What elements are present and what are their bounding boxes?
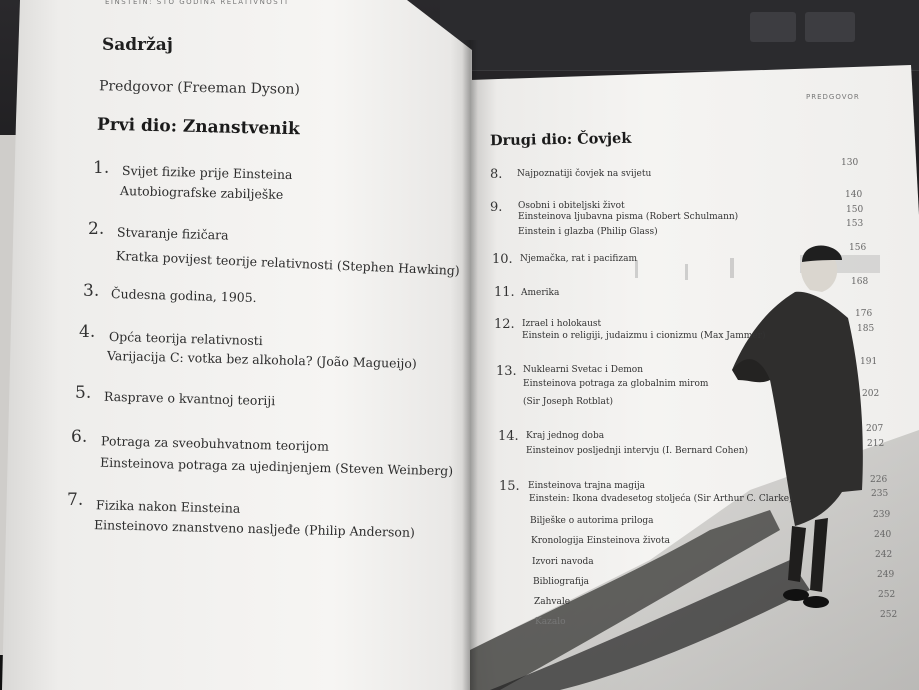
page-title: Sadržaj (102, 35, 173, 55)
chapter-title: Amerika (521, 288, 560, 298)
chapter-number: 12. (494, 317, 515, 332)
chapter-title: Opća teorija relativnosti (108, 328, 264, 349)
chapter-title: Einsteinova trajna magija (528, 481, 646, 491)
chapter-subtitle: Einsteinovo znanstveno nasljeđe (Philip Anderson) (93, 517, 416, 540)
chapter-number: 5. (75, 383, 92, 403)
chapter-title: Njemačka, rat i pacifizam (520, 254, 638, 264)
chapter-number: 6. (71, 427, 88, 447)
chapter-subtitle: Einsteinova potraga za globalnim mirom (523, 379, 709, 389)
chapter-subtitle: Varijacija C: votka bez alkohola? (João Magueijo) (106, 347, 418, 372)
part-two-title: Drugi dio: Čovjek (489, 129, 632, 150)
chapter-subtitle: Einsteinov posljednji intervju (I. Bernard Cohen) (526, 446, 749, 456)
chapter-subtitle: Einstein o religiji, judaizmu i cionizmu (Max Jammer) (522, 331, 766, 341)
page-number: 212 (867, 439, 885, 449)
back-matter-item: Bilješke o autorima priloga (530, 516, 654, 526)
chapter-number: 15. (499, 479, 520, 494)
device-button (805, 12, 855, 42)
page-number: 191 (860, 357, 878, 367)
chapter-title: Čudesna godina, 1905. (110, 285, 257, 306)
chapter-subtitle: Einstein i glazba (Philip Glass) (518, 227, 658, 237)
chapter-number: 13. (496, 364, 517, 379)
page-number: 235 (871, 489, 889, 499)
chapter-title: Izrael i holokaust (522, 319, 602, 329)
chapter-title: Fizika nakon Einsteina (95, 497, 241, 516)
book-gutter-shadow (462, 40, 478, 690)
page-number: 242 (875, 550, 893, 560)
chapter-number: 1. (93, 158, 110, 178)
back-matter-item: Kazalo (535, 617, 566, 627)
chapter-subtitle: Einsteinova ljubavna pisma (Robert Schulmann) (518, 212, 739, 222)
chapter-number: 7. (67, 490, 84, 510)
page-number: 130 (841, 158, 859, 168)
page-number: 185 (857, 324, 875, 334)
page-number: 140 (845, 190, 863, 200)
device-button (750, 12, 796, 42)
chapter-title: Osobni i obiteljski život (518, 201, 625, 211)
chapter-subtitle: Autobiografske zabilješke (119, 183, 284, 202)
foreword-entry: Predgovor (Freeman Dyson) (98, 78, 301, 98)
back-matter-item: Izvori navoda (532, 557, 594, 567)
chapter-title: Najpoznatiji čovjek na svijetu (517, 169, 652, 179)
page-number: 240 (874, 530, 892, 540)
page-number: 176 (855, 309, 873, 319)
chapter-title: Potraga za sveobuhvatnom teorijom (100, 433, 330, 454)
page-number: 153 (846, 219, 864, 229)
background-device (440, 0, 919, 71)
chapter-subtitle: Einsteinova potraga za ujedinjenjem (Steven Weinberg) (99, 454, 454, 479)
running-header-right: PREDGOVOR (806, 93, 860, 101)
page-number: 150 (846, 205, 864, 215)
page-number: 239 (873, 510, 891, 520)
chapter-number: 14. (498, 429, 519, 444)
chapter-number: 3. (83, 281, 100, 301)
chapter-number: 4. (79, 322, 96, 342)
page-number: 249 (877, 570, 895, 580)
chapter-number: 8. (490, 167, 503, 182)
page-number: 202 (862, 389, 880, 399)
back-matter-item: Zahvale (534, 597, 571, 607)
page-number: 156 (849, 243, 867, 253)
chapter-subtitle: (Sir Joseph Rotblat) (523, 397, 614, 407)
page-number: 226 (870, 475, 888, 485)
chapter-subtitle: Kratka povijest teorije relativnosti (Stephen Hawking) (115, 248, 461, 278)
chapter-title: Stvaranje fizičara (116, 224, 229, 243)
page-number: 168 (851, 277, 869, 287)
chapter-number: 11. (494, 285, 515, 300)
back-matter-item: Kronologija Einsteinova života (531, 536, 670, 546)
chapter-title: Rasprave o kvantnoj teoriji (103, 388, 276, 409)
page-number: 252 (880, 610, 898, 620)
chapter-subtitle: Einstein: Ikona dvadesetog stoljeća (Sir Arthur C. Clarke) (529, 494, 793, 504)
chapter-title: Svijet fizike prije Einsteina (121, 162, 293, 183)
chapter-number: 10. (492, 252, 513, 267)
back-matter-item: Bibliografija (533, 577, 590, 587)
page-number: 207 (866, 424, 884, 434)
chapter-number: 2. (88, 219, 105, 239)
chapter-number: 9. (490, 200, 503, 215)
chapter-title: Kraj jednog doba (526, 431, 605, 441)
part-one-title: Prvi dio: Znanstvenik (96, 114, 300, 140)
running-header-left: EINSTEIN: STO GODINA RELATIVNOSTI (105, 0, 289, 6)
page-number: 252 (878, 590, 896, 600)
chapter-title: Nuklearni Svetac i Demon (523, 365, 644, 375)
